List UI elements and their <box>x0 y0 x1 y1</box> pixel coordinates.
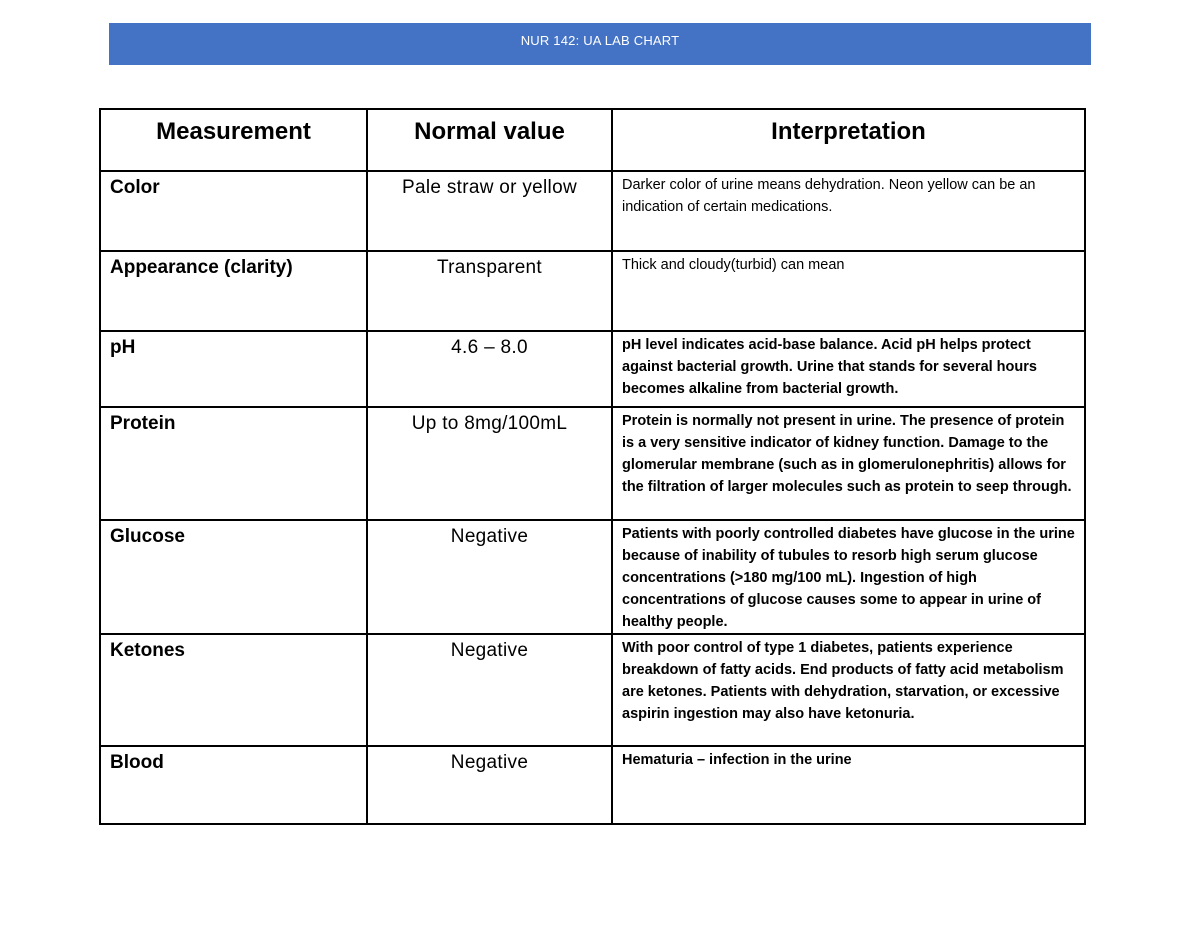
table-row <box>100 251 1085 331</box>
interpretation-cell: Patients with poorly controlled diabetes have glucose in the urine because of inability of tubules to resorb high serum glucose concentrations (>180 mg/100 mL). Ingestion of high concentrations of glucose causes some to appear in urine of healthy people. <box>612 520 1085 634</box>
table-row <box>100 634 1085 746</box>
measurement-cell: Blood <box>100 746 367 824</box>
normal-value-cell: Negative <box>367 634 612 746</box>
page-title: NUR 142: UA LAB CHART <box>520 32 680 48</box>
measurement-cell: Appearance (clarity) <box>100 251 367 331</box>
table-row <box>100 331 1085 407</box>
interpretation-cell: Darker color of urine means dehydration. Neon yellow can be an indication of certain medications. <box>612 171 1085 251</box>
measurement-cell: pH <box>100 331 367 407</box>
normal-value-cell: Up to 8mg/100mL <box>367 407 612 520</box>
interpretation-cell: pH level indicates acid-base balance. Acid pH helps protect against bacterial growth. Urine that stands for several hours becomes alkaline from bacterial growth. <box>612 331 1085 407</box>
measurement-cell: Glucose <box>100 520 367 634</box>
measurement-cell: Color <box>100 171 367 251</box>
interpretation-cell: With poor control of type 1 diabetes, patients experience breakdown of fatty acids. End products of fatty acid metabolism are ketones. Patients with dehydration, starvation, or excessive aspirin ingestion may also have ketonuria. <box>612 634 1085 746</box>
table-row <box>100 746 1085 824</box>
table-row <box>100 407 1085 520</box>
measurement-cell: Protein <box>100 407 367 520</box>
normal-value-cell: Pale straw or yellow <box>367 171 612 251</box>
normal-value-cell: 4.6 – 8.0 <box>367 331 612 407</box>
column-header-normal-value: Normal value <box>367 109 612 171</box>
interpretation-cell: Thick and cloudy(turbid) can mean <box>612 251 1085 331</box>
table-row <box>100 171 1085 251</box>
interpretation-cell: Hematuria – infection in the urine <box>612 746 1085 824</box>
table-header-row <box>100 109 1085 171</box>
normal-value-cell: Transparent <box>367 251 612 331</box>
normal-value-cell: Negative <box>367 520 612 634</box>
interpretation-cell: Protein is normally not present in urine. The presence of protein is a very sensitive indicator of kidney function. Damage to the glomerular membrane (such as in glomerulonephritis) allows for the filtration of larger molecules such as protein to seep through. <box>612 407 1085 520</box>
normal-value-cell: Negative <box>367 746 612 824</box>
table-row <box>100 520 1085 634</box>
column-header-measurement: Measurement <box>100 109 367 171</box>
column-header-interpretation: Interpretation <box>612 109 1085 171</box>
ua-lab-chart-table <box>99 108 1086 825</box>
header-banner <box>109 23 1091 65</box>
measurement-cell: Ketones <box>100 634 367 746</box>
